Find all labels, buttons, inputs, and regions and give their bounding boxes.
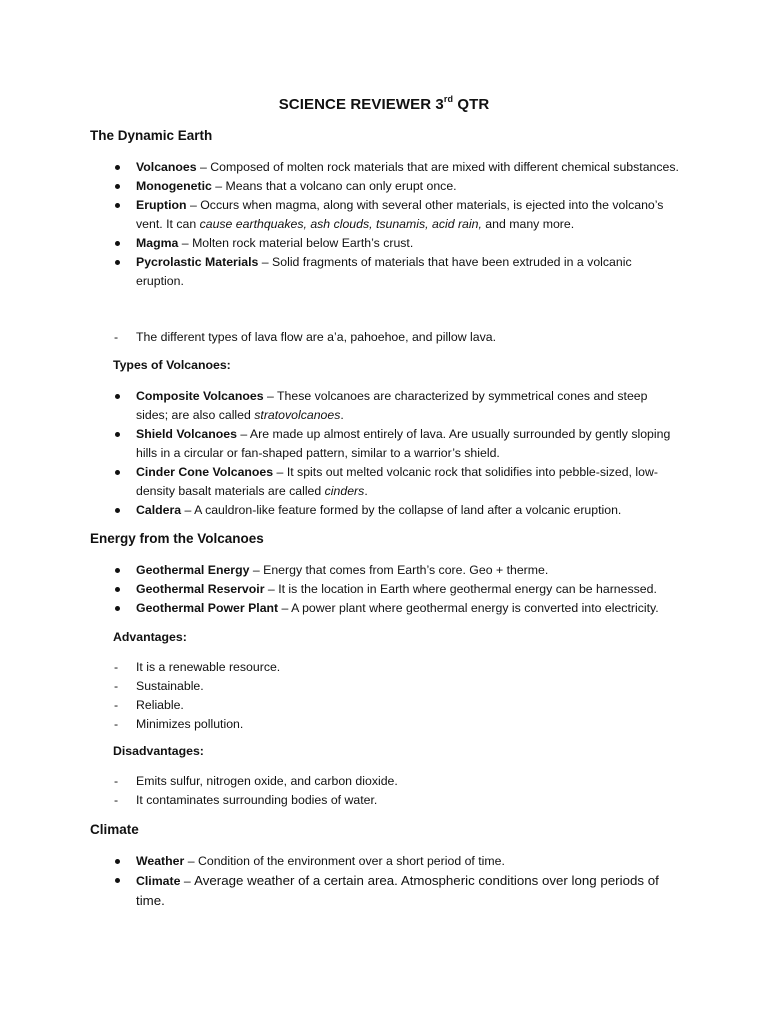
lava-note-list bbox=[113, 328, 681, 347]
list-item: Climate – Average weather of a certain area. Atmospheric conditions over long periods of time. bbox=[113, 871, 681, 911]
list-item: Pycrolastic Materials – Solid fragments of materials that have been extruded in a volcanic eruption. bbox=[113, 253, 681, 291]
list-item: - Reliable. bbox=[113, 696, 681, 715]
list-item: - It is a renewable resource. bbox=[113, 658, 681, 677]
list-item: Eruption – Occurs when magma, along with several other materials, is ejected into the volcano’s vent. It can cause earthquakes, ash clouds, tsunamis, acid rain, and many more. bbox=[113, 196, 681, 234]
energy-list bbox=[113, 561, 681, 618]
disadvantages-heading: Disadvantages: bbox=[113, 744, 204, 758]
list-item: Weather – Condition of the environment over a short period of time. bbox=[113, 852, 681, 871]
list-item: - Minimizes pollution. bbox=[113, 715, 681, 734]
list-item: Cinder Cone Volcanoes – It spits out melted volcanic rock that solidifies into pebble-sized, low-density basalt materials are called cinders. bbox=[113, 463, 681, 501]
list-item: Geothermal Reservoir – It is the location in Earth where geothermal energy can be harnessed. bbox=[113, 580, 681, 599]
dynamic-earth-list bbox=[113, 158, 681, 291]
list-item: - Sustainable. bbox=[113, 677, 681, 696]
section-dynamic-earth-heading: The Dynamic Earth bbox=[90, 128, 213, 143]
advantages-heading: Advantages: bbox=[113, 630, 187, 644]
list-item: Composite Volcanoes – These volcanoes are characterized by symmetrical cones and steep sides; are also called stratovolcanoes. bbox=[113, 387, 681, 425]
title-superscript: rd bbox=[443, 94, 454, 104]
page-title bbox=[0, 94, 768, 113]
list-item: Magma – Molten rock material below Earth’s crust. bbox=[113, 234, 681, 253]
disadvantages-list bbox=[113, 772, 681, 810]
advantages-list bbox=[113, 658, 681, 734]
list-item: Geothermal Power Plant – A power plant where geothermal energy is converted into electricity. bbox=[113, 599, 681, 618]
list-item: - It contaminates surrounding bodies of water. bbox=[113, 791, 681, 810]
types-of-volcanoes-heading: Types of Volcanoes: bbox=[113, 358, 231, 372]
title-tail: QTR bbox=[453, 96, 490, 113]
list-item: Shield Volcanoes – Are made up almost entirely of lava. Are usually surrounded by gently sloping hills in a circular or fan-shaped pattern, similar to a warrior’s shield. bbox=[113, 425, 681, 463]
list-item: - The different types of lava flow are a’a, pahoehoe, and pillow lava. bbox=[113, 328, 681, 347]
list-item: Geothermal Energy – Energy that comes from Earth’s core. Geo + therme. bbox=[113, 561, 681, 580]
climate-list bbox=[113, 852, 681, 911]
section-energy-heading: Energy from the Volcanoes bbox=[90, 531, 264, 546]
volcano-types-list bbox=[113, 387, 681, 520]
title-main: SCIENCE REVIEWER 3 bbox=[278, 96, 444, 113]
list-item: Monogenetic – Means that a volcano can only erupt once. bbox=[113, 177, 681, 196]
list-item: Caldera – A cauldron-like feature formed by the collapse of land after a volcanic eruption. bbox=[113, 501, 681, 520]
section-climate-heading: Climate bbox=[90, 822, 139, 837]
list-item: - Emits sulfur, nitrogen oxide, and carbon dioxide. bbox=[113, 772, 681, 791]
list-item: Volcanoes – Composed of molten rock materials that are mixed with different chemical substances. bbox=[113, 158, 681, 177]
